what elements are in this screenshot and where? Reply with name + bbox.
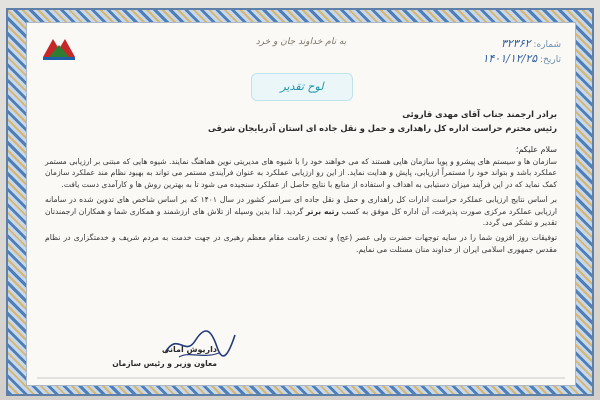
recipient-title: رئیس محترم حراست اداره کل راهداری و حمل و نقل جاده ای استان آذربایجان شرقی [208, 123, 557, 133]
date-label: تاریخ: [540, 55, 561, 65]
certificate-page [26, 22, 576, 386]
letter-body [45, 107, 557, 259]
paragraph-intro: سازمان ها و سیستم های پیشرو و پویا سازمان هایی هستند که می خواهند خود را با شیوه های مدیریتی نوین هماهنگ نمایند. شیوه هایی که مبتنی بر ارزیابی مستمر عملکرد باشد و بتواند خود را مستمراً ارزیابی، پایش و هدایت نماید. از این رو ارزیابی عملکرد به عنوان فرآیندی مستمر می تواند به بهبود نظام مند عملکرد سازمان کمک نماید که در این فرآیند میزان دستیابی به اهداف و استفاده از منابع با نتایج حاصل از عملکرد سنجیده می شود تا به بهترین روش ها و کارآمدی دست یافت. [45, 157, 557, 189]
recipient-name: برادر ارجمند جناب آقای مهدی قاروئی [402, 109, 557, 119]
footer-line [27, 373, 575, 383]
title-banner [251, 73, 353, 101]
paragraph-closing: توفیقات روز افزون شما را در سایه توجهات حضرت ولی عصر (عج) و تحت زعامت مقام معظم رهبری در جهت خدمت به مردم شریف و خدمتگزاری در نظام مقدس جمهوری اسلامی ایران از خداوند منان مسئلت می نمایم. [45, 233, 557, 254]
banner-title: لوح تقدیر [280, 80, 324, 93]
paragraph-evaluation: بر اساس نتایج ارزیابی عملکرد حراست ادارات کل راهداری و حمل و نقل جاده ای سراسر کشور در سال ۱۴۰۱ که بر اساس شاخص های تدوین شده در سامانه ارزیابی عملکرد مرکزی صورت پذیرفت، آن اداره کل موفق به کسب رتبه برتر گردید. لذا بدین وسیله از تلاش های ارزشمند و همکاری شما و همکاران ارجمندتان تقدیر و تشکر می گردد. [45, 195, 557, 228]
rank-highlight: رتبه برتر [305, 206, 339, 216]
signer-title: معاون وزیر و رئیس سازمان [112, 359, 217, 368]
date-row [482, 52, 561, 67]
number-row [482, 37, 561, 52]
signer-name: داریوش امانی [161, 345, 217, 354]
number-value: ۳۲۳۶۲ [500, 37, 531, 50]
greeting: سلام علیکم؛ [515, 145, 557, 154]
signature-block [107, 343, 217, 371]
reference-box [482, 37, 561, 67]
date-value: ۱۴۰۱/۱۲/۲۵ [482, 52, 538, 65]
number-label: شماره: [533, 40, 561, 50]
invocation-line: به نام خداوند جان و خرد [255, 37, 347, 47]
